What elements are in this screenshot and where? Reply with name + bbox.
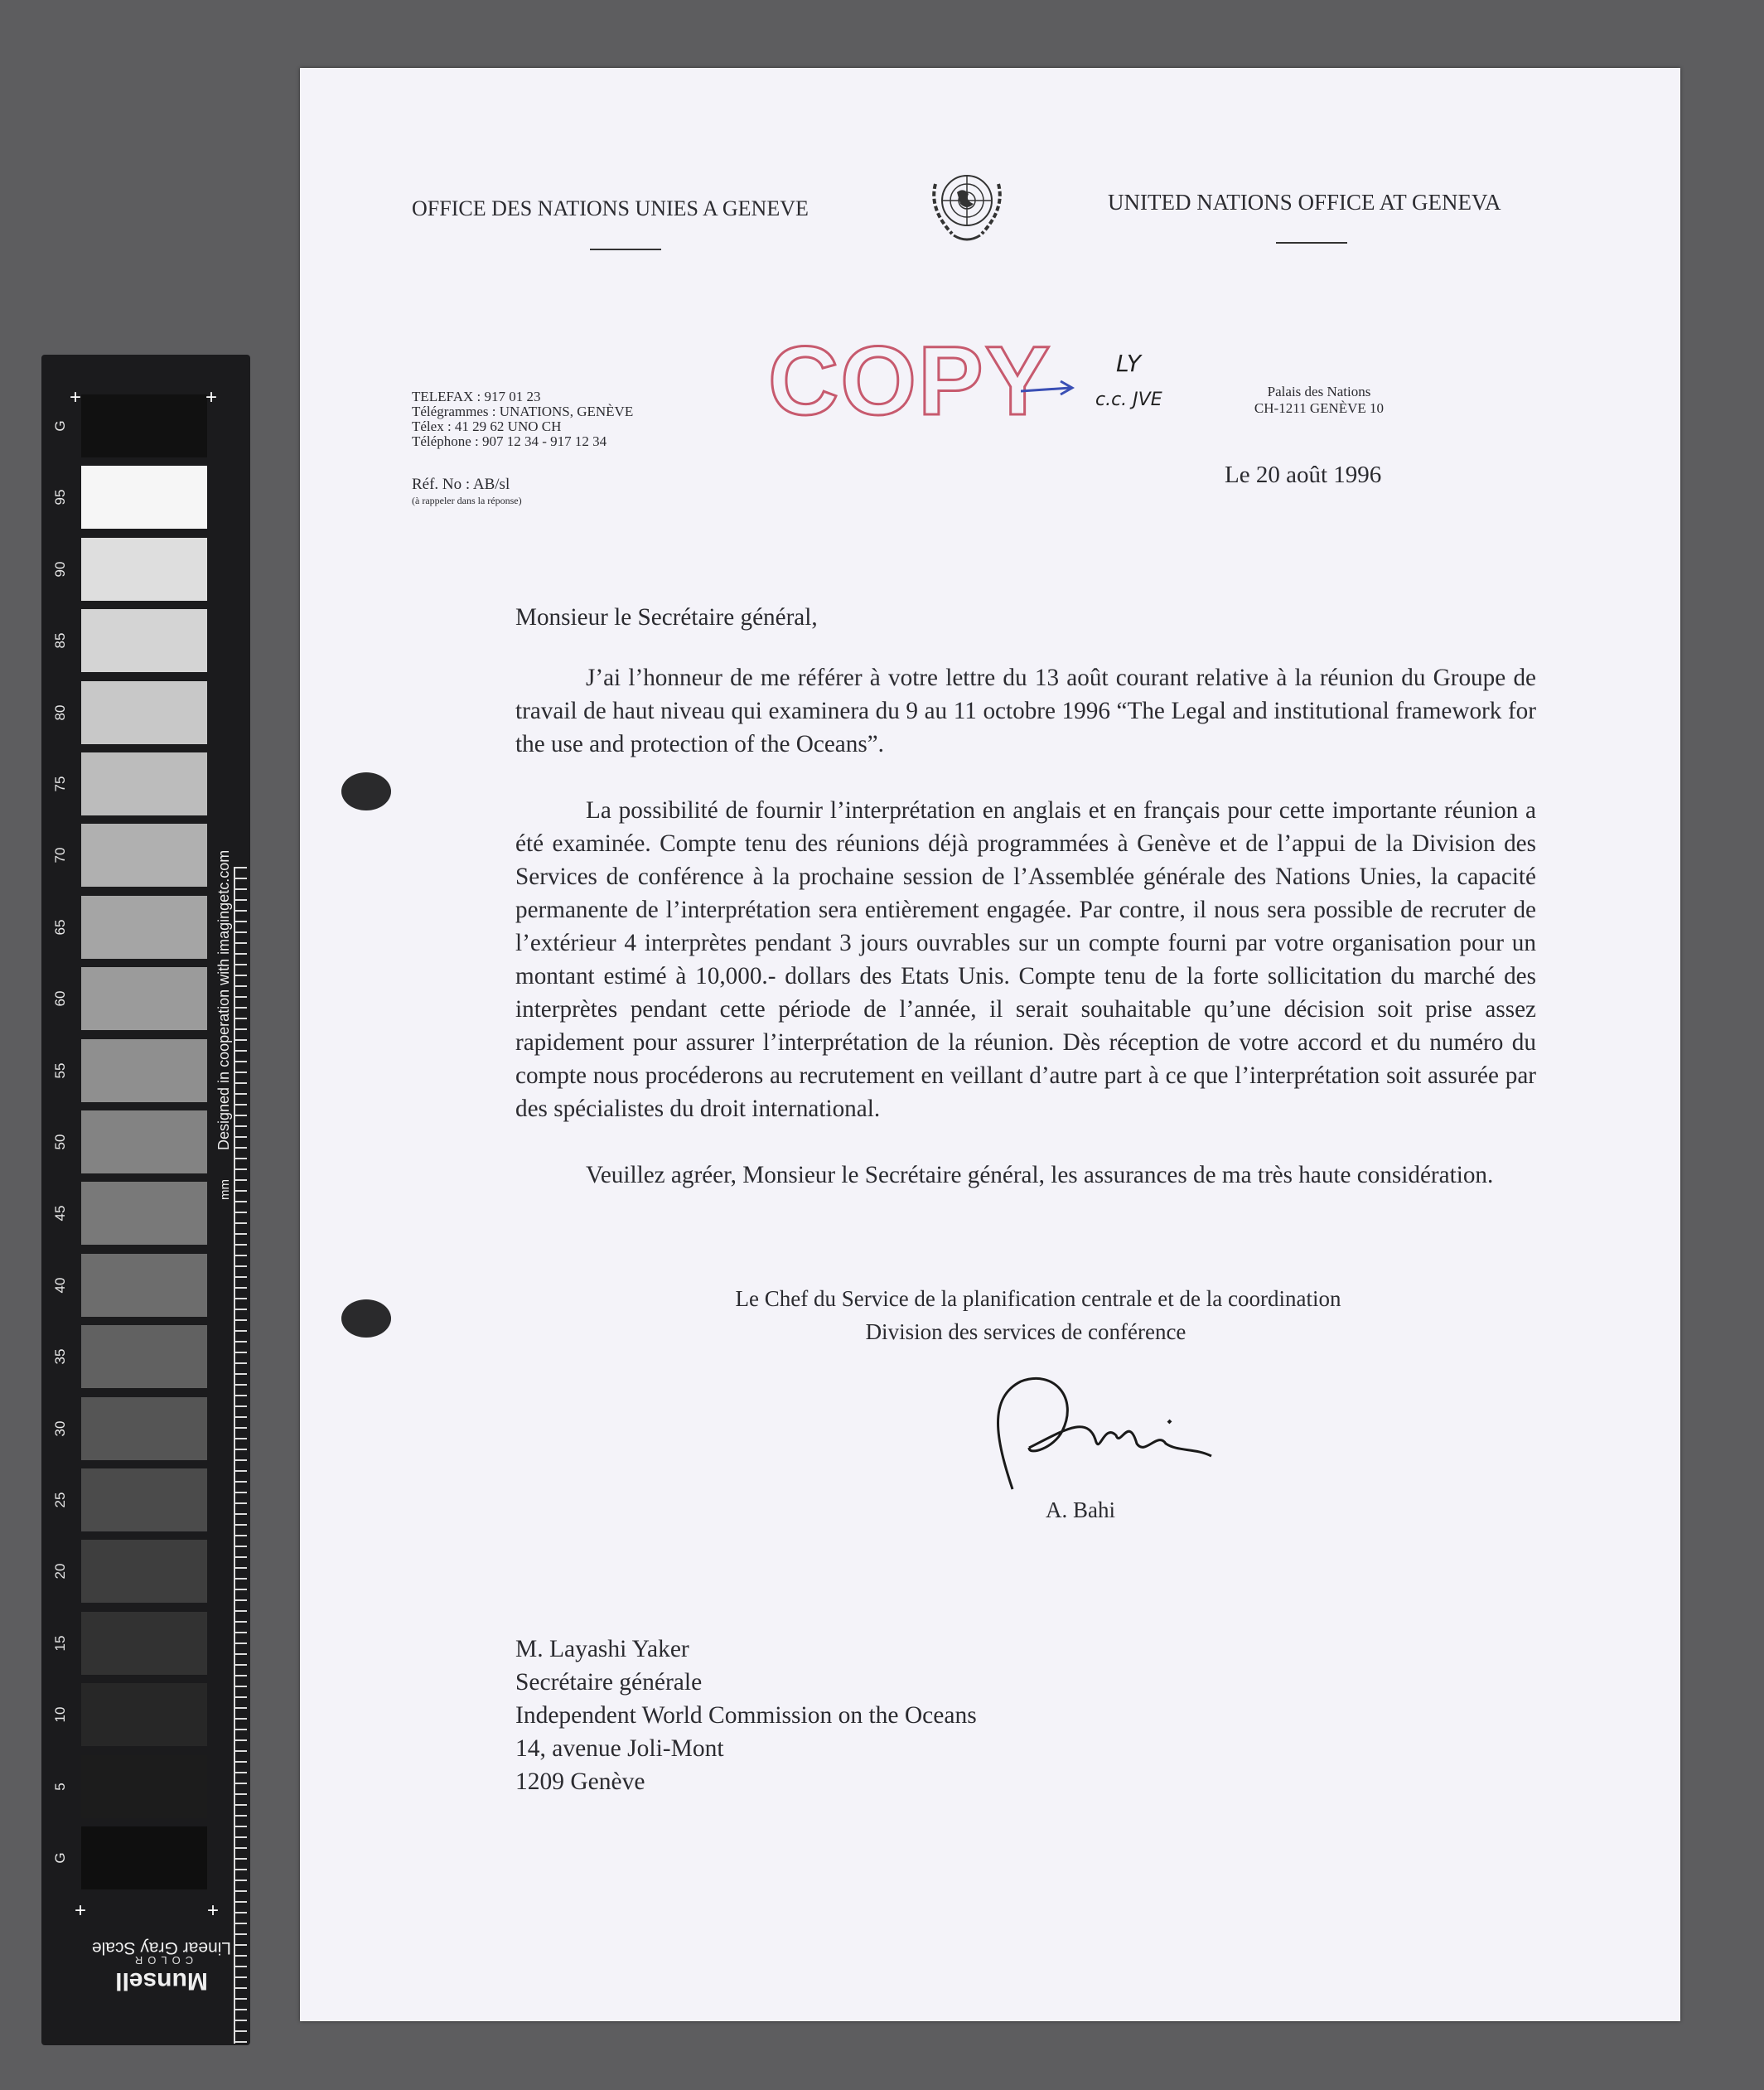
un-emblem-logo [917,159,1017,250]
handwritten-cc: c.c. JVE [1095,389,1162,410]
registration-mark: + [70,386,82,409]
gray-patch [81,394,207,457]
gray-patch [81,1683,207,1746]
address-line: CH-1211 GENÈVE 10 [1254,400,1385,416]
gray-patch-label: G [52,420,68,432]
telegrams: Télégrammes : UNATIONS, GENÈVE [412,404,634,419]
gray-patch [81,1468,207,1531]
salutation: Monsieur le Secrétaire général, [515,604,818,631]
divider [1276,242,1347,244]
address-line: Palais des Nations [1267,384,1371,399]
address-line: Secrétaire générale [515,1669,703,1696]
gray-patch [81,824,207,887]
signatory-title [515,1282,1536,1348]
gray-patch-label: 65 [52,919,68,936]
gray-patch-label: 60 [52,990,68,1007]
reference: Réf. No : AB/sl [412,476,510,493]
registration-mark: + [207,1899,220,1922]
mm-ruler [234,867,247,2044]
address-line: 14, avenue Joli-Mont [515,1735,724,1762]
paragraph: La possibilité de fournir l’interprétation en anglais et en français pour cette importante réunion a été examinée. Compte tenu des réunions déjà programmées à Genève et de l’appui de la Division des Services de conférence à la prochaine session de l’Assemblée générale des Nations Unies, la capacité permanente de l’interprétation sera entièrement engagée. Par contre, il nous sera possible de recruter de l’extérieur 4 interprètes pendant 3 jours ouvrables sur un compte fourni par votre organisation pour un montant estimé à 10,000.- dollars des Etats Unis. Compte tenu de la forte sollicitation du marché des interprètes pendant cette période de l’année, il serait souhaitable qu’une décision soit prise assez rapidement pour assurer l’interprétation de la réunion. Dès réception de votre accord et du numéro du compte nous procéderons au recrutement en veillant d’autre part à ce que l’interprétation soit assurée par des spécialistes du droit international. [515,797,1536,1122]
signer-name: A. Bahi [1046,1497,1115,1522]
gray-patch-label: 80 [52,704,68,721]
scale-brand: Munsell [115,1967,208,1995]
signatory-line: Le Chef du Service de la planification centrale et de la coordination [735,1286,1341,1311]
gray-patch-label: 40 [52,1277,68,1294]
gray-patch-label: 20 [52,1563,68,1580]
office-name-fr: OFFICE DES NATIONS UNIES A GENEVE [412,196,809,220]
gray-patch [81,1826,207,1889]
telefax: TELEFAX : 917 01 23 [412,389,541,404]
gray-patch [81,1397,207,1460]
address-line: 1209 Genève [515,1768,645,1795]
gray-patch-label: 25 [52,1492,68,1508]
divider [590,249,661,250]
handwritten-note: LY [1116,350,1142,377]
gray-patch-label: 5 [52,1782,68,1791]
office-address [1232,384,1406,417]
punch-hole [341,772,391,810]
gray-patch-label: 50 [52,1134,68,1150]
registration-mark: + [75,1899,87,1922]
registration-mark: + [205,386,218,409]
contact-block [412,389,633,449]
copy-stamp: COPY [768,327,1052,436]
gray-patch [81,896,207,959]
gray-patch-label: 85 [52,632,68,649]
handwritten-signature [979,1365,1228,1506]
gray-scale-card [41,355,250,2045]
letter-sheet [300,68,1680,2021]
gray-patch [81,967,207,1030]
letter-body [515,601,1536,1225]
gray-patch [81,1612,207,1675]
telex: Télex : 41 29 62 UNO CH [412,418,562,434]
gray-patch-label: 70 [52,847,68,864]
gray-patch-label: 45 [52,1205,68,1222]
reference-note: (à rappeler dans la réponse) [412,495,522,506]
gray-patch-label: 95 [52,489,68,506]
paragraph: J’ai l’honneur de me référer à votre lettre du 13 août courant relative à la réunion du Groupe de travail de haut niveau qui examinera du 9 au 11 octobre 1996 “The Legal and institutional framework for the use and protection of the Oceans”. [515,665,1536,757]
gray-patch-label: 30 [52,1420,68,1437]
gray-patch-label: 75 [52,776,68,792]
gray-patch [81,538,207,601]
gray-patch-label: 55 [52,1062,68,1079]
gray-patch [81,609,207,672]
gray-patch-label: 10 [52,1706,68,1723]
gray-patch [81,1254,207,1317]
telephone: Téléphone : 907 12 34 - 917 12 34 [412,433,607,449]
gray-patch [81,466,207,529]
gray-patch-label: 90 [52,561,68,578]
gray-patch-label: G [52,1852,68,1864]
paragraph: Veuillez agréer, Monsieur le Secrétaire général, les assurances de ma très haute considération. [586,1162,1494,1188]
gray-patch [81,1182,207,1245]
scale-brand-sub: COLOR [129,1954,194,1967]
letter-date: Le 20 août 1996 [1225,462,1382,488]
gray-patch-label: 15 [52,1635,68,1652]
gray-patch [81,1325,207,1388]
gray-patch [81,752,207,815]
gray-patch [81,1039,207,1102]
punch-hole [341,1299,391,1338]
scale-title: Linear Gray Scale [91,1938,232,1957]
signatory-line: Division des services de conférence [865,1319,1186,1344]
gray-patch-label: 35 [52,1348,68,1365]
office-name-en: UNITED NATIONS OFFICE AT GENEVA [1108,190,1501,215]
scale-credit: Designed in cooperation with imagingetc.com [215,849,232,1150]
gray-patch [81,1755,207,1818]
recipient-address [515,1633,977,1798]
gray-patch [81,1540,207,1603]
address-line: Independent World Commission on the Oceans [515,1702,977,1729]
scale-unit: mm [218,1179,232,1200]
address-line: M. Layashi Yaker [515,1636,689,1662]
gray-patch [81,1110,207,1173]
gray-patch [81,681,207,744]
